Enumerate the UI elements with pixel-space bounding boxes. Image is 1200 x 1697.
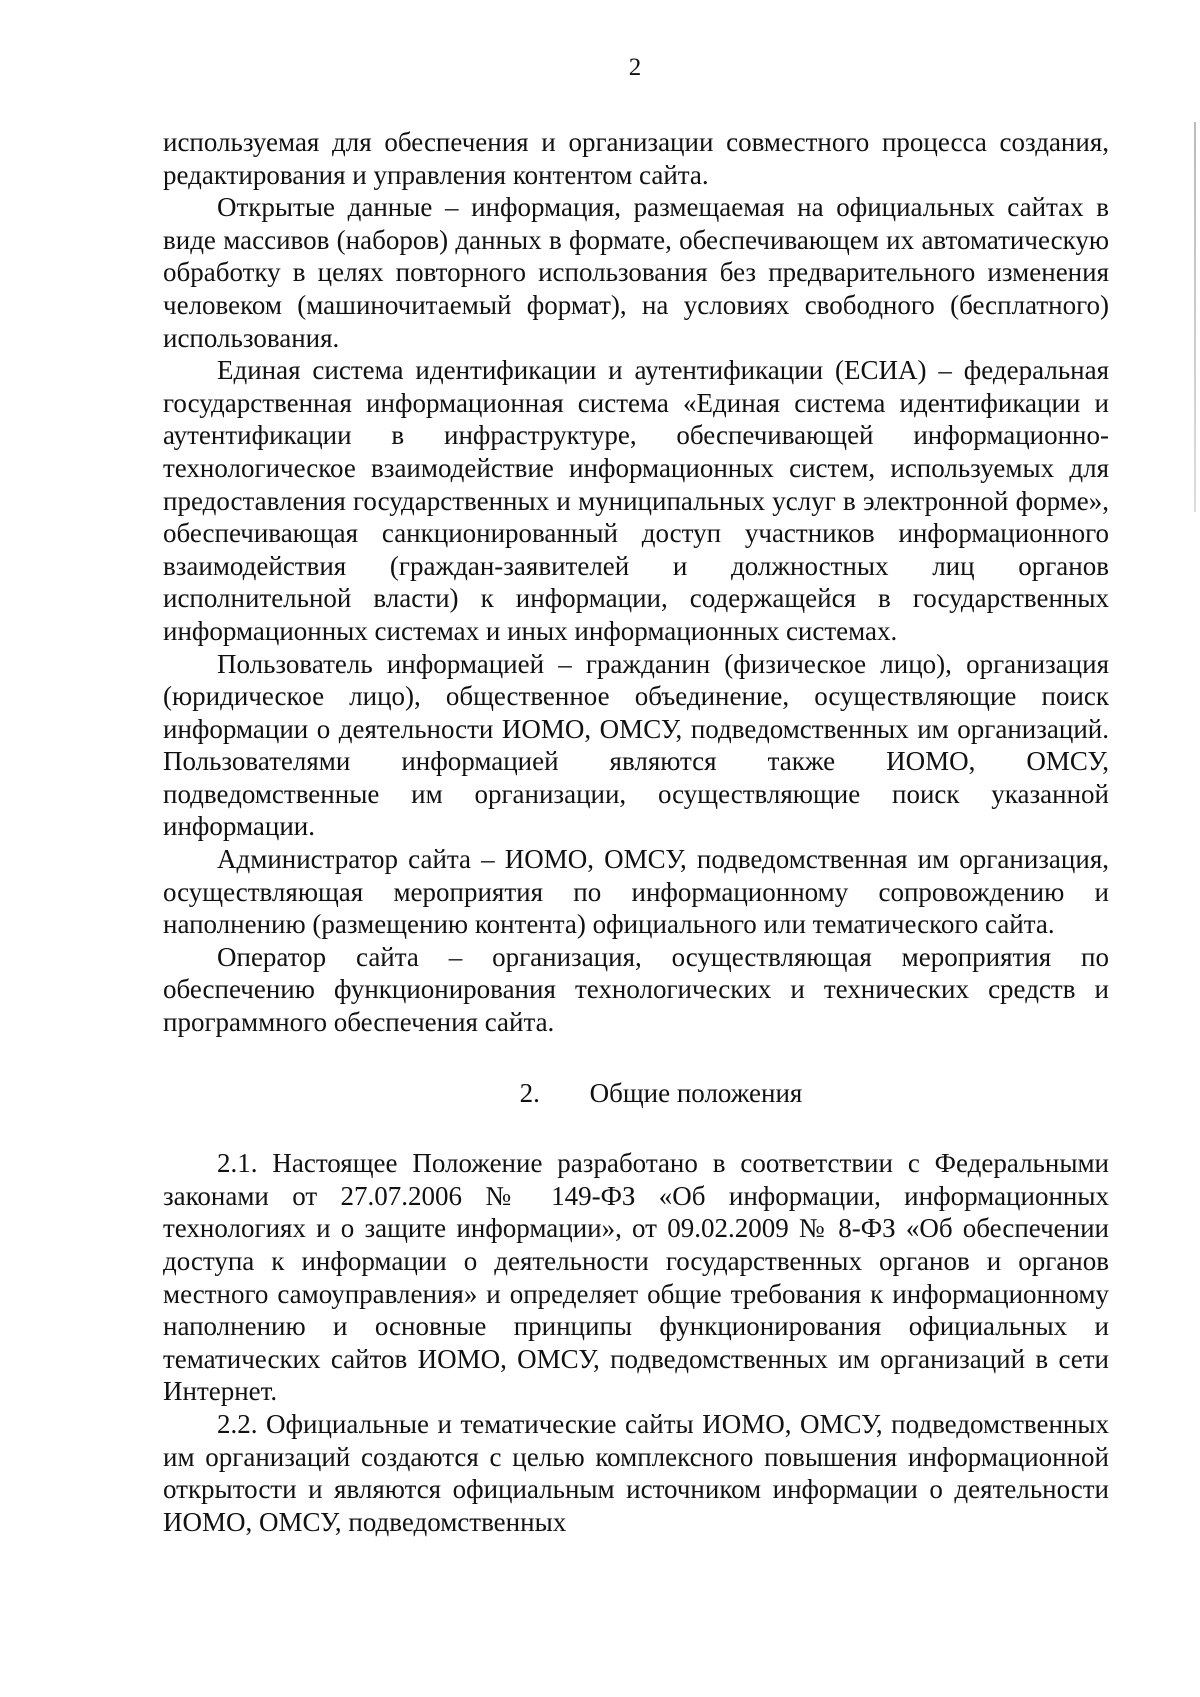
page-number: 2 (628, 54, 642, 81)
document-body (163, 126, 1109, 1538)
scan-edge-line (1194, 122, 1196, 512)
section-heading (163, 1077, 1109, 1110)
section-title-text: Общие положения (589, 1077, 803, 1108)
definition-esia: Единая система идентификации и аутентификации (ЕСИА) – федеральная государственная информационная система «Единая система идентификации и аутентификации в инфраструктуре, обеспечивающей информационно-технологическое взаимодействие информационных систем, используемых для предоставления государственных и муниципальных услуг в электронной форме», обеспечивающая санкционированный доступ участников информационного взаимодействия (граждан-заявителей и должностных лиц органов исполнительной власти) к информации, содержащейся в государственных информационных системах и иных информационных системах. (163, 355, 1109, 646)
definition-site-operator: Оператор сайта – организация, осуществляющая мероприятия по обеспечению функционирования технологических и технических средств и программного обеспечения сайта. (163, 941, 1109, 1038)
definition-open-data: Открытые данные – информация, размещаемая на официальных сайтах в виде массивов (наборов) данных в формате, обеспечивающем их автоматическую обработку в целях повторного использования без предварительного изменения человеком (машиночитаемый формат), на условиях свободного (бесплатного) использования. (163, 192, 1109, 353)
definition-site-administrator: Администратор сайта – ИОМО, ОМСУ, подведомственная им организация, осуществляющая мероприятия по информационному сопровождению и наполнению (размещению контента) официального или тематического сайта. (163, 844, 1109, 940)
definition-information-user: Пользователь информацией – гражданин (физическое лицо), организация (юридическое лицо), общественное объединение, осуществляющие поиск информации о деятельности ИОМО, ОМСУ, подведомственных им организаций. Пользователями информацией являются также ИОМО, ОМСУ, подведомственные им организации, осуществляющие поиск указанной информации. (163, 648, 1109, 842)
clause-2-1: 2.1. Настоящее Положение разработано в соответствии с Федеральными законами от 27.07.2006 № 149-ФЗ «Об информации, информационных технологиях и о защите информации», от 09.02.2009 № 8-ФЗ «Об обеспечении доступа к информации о деятельности государственных органов и органов местного самоуправления» и определяет общие требования к информационному наполнению и основные принципы функционирования официальных и тематических сайтов ИОМО, ОМСУ, подведомственных им организаций в сети Интернет. (163, 1148, 1109, 1407)
section-number: 2. (519, 1077, 540, 1108)
paragraph-continuation: используемая для обеспечения и организации совместного процесса создания, редактирования и управления контентом сайта. (163, 127, 1109, 190)
clause-2-2: 2.2. Официальные и тематические сайты ИОМО, ОМСУ, подведомственных им организаций создаются с целью комплексного повышения информационной открытости и являются официальным источником информации о деятельности ИОМО, ОМСУ, подведомственных (163, 1408, 1109, 1537)
